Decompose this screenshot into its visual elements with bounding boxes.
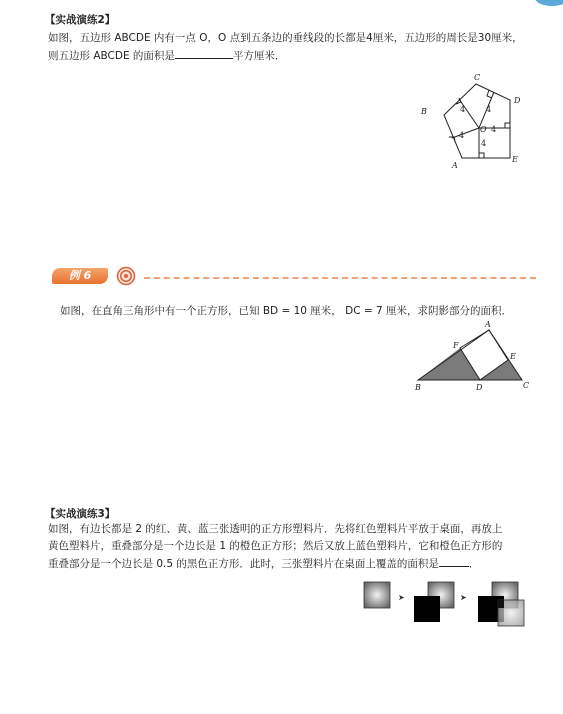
vertex-label-c: C [523,381,530,390]
example-tab: 例 6 [52,268,108,284]
vertex-label-a: A [485,320,491,329]
target-icon [116,266,136,286]
segment-length-label: 4 [486,105,492,114]
perpendicular-to-ab [452,128,479,138]
yellow-square [414,596,440,622]
practice3-line2: 黄色塑料片，重叠部分是一个边长是 1 的橙色正方形；然后又放上蓝色塑料片，它和橙色正方形的 [48,540,503,552]
vertex-label-b: B [415,383,421,392]
segment-length-label: 4 [460,105,466,114]
vertex-label-d: D [514,96,521,105]
segment-length-label: 4 [481,139,487,148]
vertex-label-c: C [474,73,481,82]
practice3-line3 [48,555,536,573]
overlapping-squares-figure [362,578,530,634]
right-angle-mark [505,123,510,128]
arrow-icon: ➤ [460,593,467,602]
vertex-label-f: F [453,341,459,350]
example-divider [144,277,536,279]
page-corner-decoration [535,0,563,6]
example6-question: 如图，在直角三角形中有一个正方形，已知 BD = 10 厘米， DC = 7 厘米，求阴影部分的面积． [60,305,513,317]
black-overlap-square [498,600,504,608]
practice2-question [48,30,536,65]
answer-blank [439,555,469,567]
example-header [52,266,538,286]
practice2-line2-suffix: 平方厘米． [232,50,286,62]
practice3-line1: 如图，有边长都是 2 的红、黄、蓝三张透明的正方形塑料片．先将红色塑料片平放于桌面，再放上 [48,523,503,535]
practice3-line3-prefix: 重叠部分是一个边长是 0.5 的黑色正方形．此时，三张塑料片在桌面上覆盖的面积是 [48,558,439,570]
segment-length-label: 4 [491,125,497,134]
answer-blank [175,47,233,59]
segment-length-label: 4 [459,131,465,140]
practice2-line1: 如图，五边形 ABCDE 内有一点 O，O 点到五条边的垂线段的长都是4厘米，五边形的周长是30厘米， [48,32,523,44]
vertex-label-b: B [421,107,427,116]
practice3-question [48,521,536,573]
vertex-label-d: D [476,383,483,392]
arrow-icon: ➤ [398,593,405,602]
vertex-label-a: A [452,161,458,170]
practice2-heading: 【实战演练2】 [45,14,116,26]
red-square [364,582,390,608]
pentagon-figure [418,72,528,172]
vertex-label-e: E [510,352,516,361]
right-angle-mark [479,153,484,158]
practice3-line3-suffix: ． [468,558,480,570]
triangle-square-figure [414,320,534,392]
vertex-label-e: E [512,155,518,164]
pentagon-outline [444,84,510,158]
practice2-line2-prefix: 则五边形 ABCDE 的面积是 [48,50,175,62]
center-label-o: O [480,125,487,134]
practice2-line2 [48,47,536,65]
shaded-triangle-left [418,348,480,380]
practice3-heading: 【实战演练3】 [45,508,116,520]
